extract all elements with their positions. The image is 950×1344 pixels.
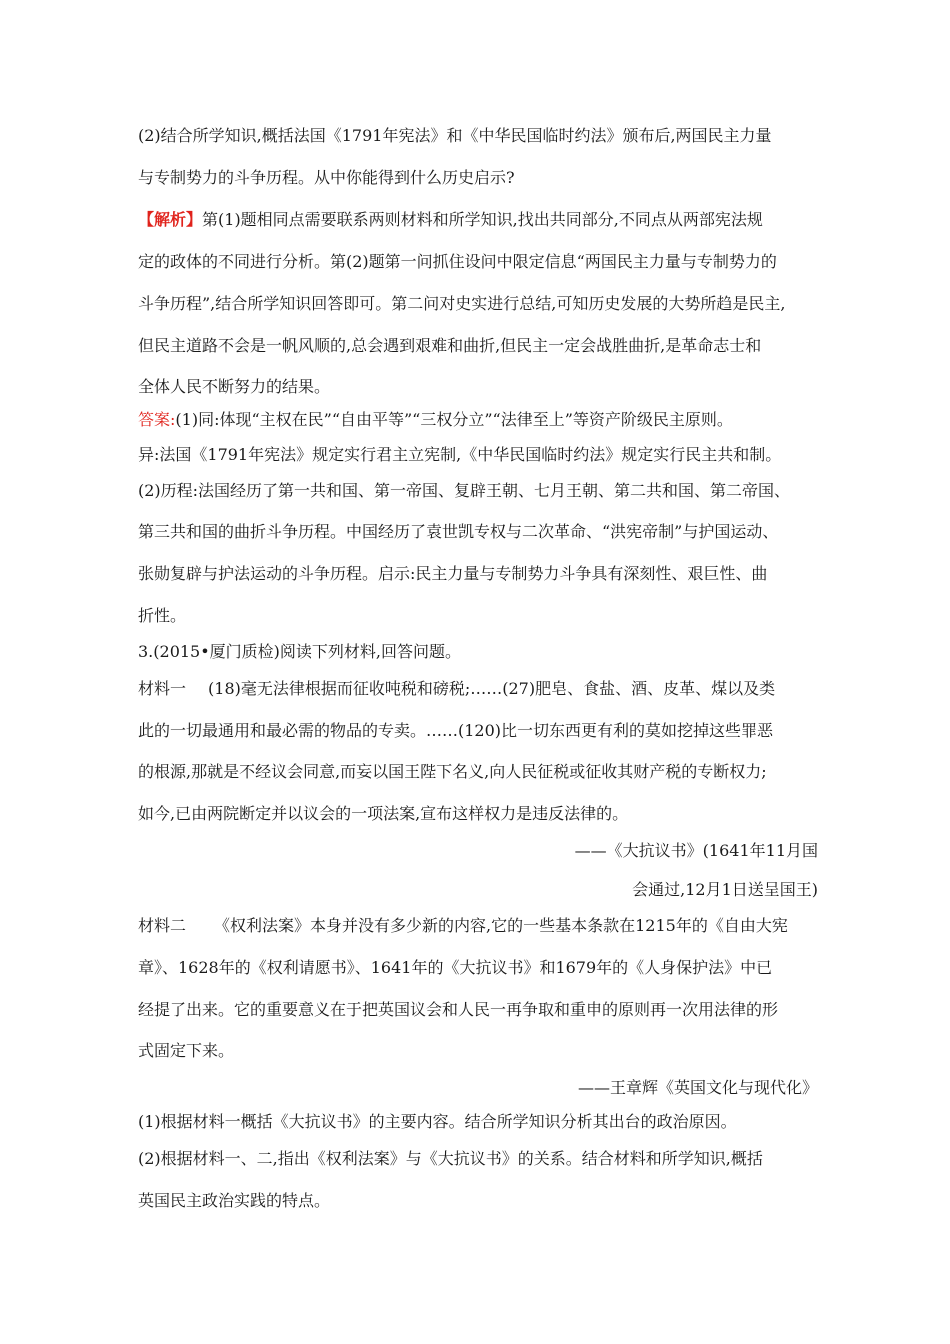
analysis-line-5: 全体人民不断努力的结果。 [138,377,331,396]
question-3-part-1: (1)根据材料一概括《大抗议书》的主要内容。结合所学知识分析其出台的政治原因。 [138,1112,737,1131]
material-1-line-2: 此的一切最通用和最必需的物品的专卖。……(120)比一切东西更有利的莫如挖掉这些罪恶 [138,721,774,740]
material-2-source: ——王章辉《英国文化与现代化》 [577,1078,818,1097]
material-2-line-3: 经提了出来。它的重要意义在于把英国议会和人民一再争取和重申的原则再一次用法律的形 [138,1000,779,1019]
answer-line-4: 第三共和国的曲折斗争历程。中国经历了袁世凯专权与二次革命、“洪宪帝制”与护国运动、 [138,522,779,541]
material-1-source-line-1: ——《大抗议书》(1641年11月国 [574,841,818,860]
analysis-line-3: 斗争历程”,结合所学知识回答即可。第二问对史实进行总结,可知历史发展的大势所趋是民主, [138,294,786,313]
analysis-line-1 [138,209,818,231]
material-1-line-3: 的根源,那就是不经议会同意,而妄以国王陛下名义,向人民征税或征收其财产税的专断权力; [138,762,767,781]
question-3-part-2-line-1: (2)根据材料一、二,指出《权利法案》与《大抗议书》的关系。结合材料和所学知识,概括 [138,1149,763,1168]
material-2-label: 材料二 [138,916,187,935]
material-1-text: (18)毫无法律根据而征收吨税和磅税;……(27)肥皂、食盐、酒、皮革、煤以及类 [208,679,776,698]
question-3-heading: 3.(2015•厦门质检)阅读下列材料,回答问题。 [138,642,461,661]
answer-tag: 答案: [138,410,176,429]
question-3-part-2-line-2: 英国民主政治实践的特点。 [138,1191,331,1210]
material-2-line-4: 式固定下来。 [138,1041,235,1060]
analysis-line-2: 定的政体的不同进行分析。第(2)题第一问抓住设问中限定信息“两国民主力量与专制势力的 [138,252,777,271]
material-2-line-1 [138,915,818,937]
material-2-line-2: 章》、1628年的《权利请愿书》、1641年的《大抗议书》和1679年的《人身保护法》中已 [138,958,773,977]
answer-line-2: 异:法国《1791年宪法》规定实行君主立宪制,《中华民国临时约法》规定实行民主共和制。 [138,445,782,464]
question-2-part-2-line-1: (2)结合所学知识,概括法国《1791年宪法》和《中华民国临时约法》颁布后,两国民主力量 [138,126,772,145]
question-2-part-2-line-2: 与专制势力的斗争历程。从中你能得到什么历史启示? [138,168,515,187]
material-1-line-1 [138,678,818,700]
analysis-text: 第(1)题相同点需要联系两则材料和所学知识,找出共同部分,不同点从两部宪法规 [202,210,763,229]
analysis-tag: 【解析】 [138,210,203,229]
answer-line-3: (2)历程:法国经历了第一共和国、第一帝国、复辟王朝、七月王朝、第二共和国、第二帝国、 [138,481,791,500]
material-1-line-4: 如今,已由两院断定并以议会的一项法案,宣布这样权力是违反法律的。 [138,804,629,823]
answer-line-6: 折性。 [138,606,187,625]
material-1-source-line-2: 会通过,12月1日送呈国王) [632,880,818,899]
material-1-label: 材料一 [138,679,187,698]
answer-text: (1)同:体现“主权在民”“自由平等”“三权分立”“法律至上”等资产阶级民主原则。 [175,410,733,429]
answer-line-1 [138,409,818,431]
analysis-line-4: 但民主道路不会是一帆风顺的,总会遇到艰难和曲折,但民主一定会战胜曲折,是革命志士和 [138,336,762,355]
material-2-text: 《权利法案》本身并没有多少新的内容,它的一些基本条款在1215年的《自由大宪 [214,916,788,935]
answer-line-5: 张勋复辟与护法运动的斗争历程。启示:民主力量与专制势力斗争具有深刻性、艰巨性、曲 [138,564,768,583]
